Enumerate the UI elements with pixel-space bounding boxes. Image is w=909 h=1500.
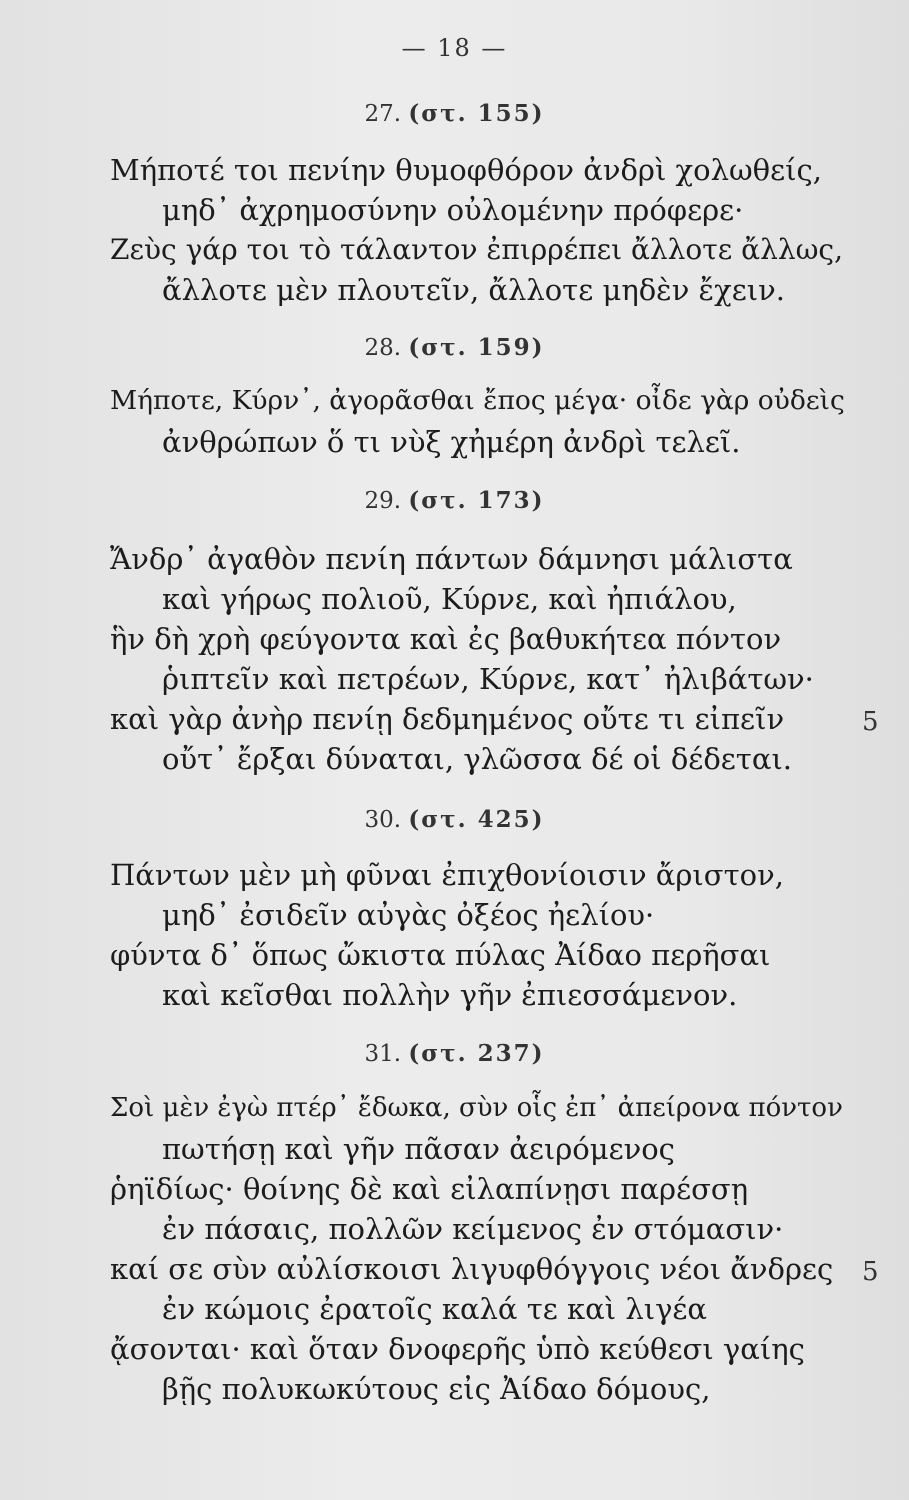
line-number: 5 xyxy=(862,707,879,737)
verse-line: ῥιπτεῖν καὶ πετρέων, Κύρνε, κατ᾽ ἠλιβάτων· xyxy=(162,662,814,696)
poem-heading xyxy=(0,334,909,361)
verse-line: μηδ᾽ ἐσιδεῖν αὐγὰς ὀξέος ἠελίου· xyxy=(162,898,655,932)
verse-line: βῇς πολυκωκύτους εἰς Ἀίδαο δόμους, xyxy=(162,1372,711,1406)
poem-number: 29. xyxy=(364,488,402,514)
verse-reference: (στ. 173) xyxy=(408,487,545,514)
line-number: 5 xyxy=(862,1257,879,1287)
verse-line: Ἄνδρ᾽ ἀγαθὸν πενίη πάντων δάμνησι μάλιστα xyxy=(110,542,793,576)
verse-line: ἐν κώμοις ἐρατοῖς καλά τε καὶ λιγέα xyxy=(162,1292,708,1326)
verse-line: Ζεὺς γάρ τοι τὸ τάλαντον ἐπιρρέπει ἄλλοτε ἄλλως, xyxy=(110,233,843,266)
verse-reference: (στ. 237) xyxy=(408,1040,545,1067)
poem-heading xyxy=(0,487,909,514)
verse-reference: (στ. 159) xyxy=(408,334,545,361)
verse-line: πωτήσῃ καὶ γῆν πᾶσαν ἀειρόμενος xyxy=(162,1132,675,1166)
verse-line: ᾄσονται· καὶ ὅταν δνοφερῆς ὑπὸ κεύθεσι γαίης xyxy=(110,1332,805,1366)
poem-heading xyxy=(0,1040,909,1067)
poem-number: 30. xyxy=(364,807,402,833)
verse-line: Μήποτέ τοι πενίην θυμοφθόρον ἀνδρὶ χολωθείς, xyxy=(110,153,822,187)
verse-reference: (στ. 155) xyxy=(408,100,545,127)
poem-number: 31. xyxy=(364,1041,402,1067)
verse-line: μηδ᾽ ἀχρημοσύνην οὐλομένην πρόφερε· xyxy=(162,193,744,227)
verse-line: καί σε σὺν αὐλίσκοισι λιγυφθόγγοις νέοι ἄνδρες xyxy=(110,1252,834,1286)
verse-line: Πάντων μὲν μὴ φῦναι ἐπιχθονίοισιν ἄριστον, xyxy=(110,858,784,892)
verse-line: ἣν δὴ χρὴ φεύγοντα καὶ ἐς βαθυκήτεα πόντον xyxy=(110,622,782,656)
page-number: — 18 — xyxy=(401,34,508,62)
verse-line: ἐν πάσαις, πολλῶν κείμενος ἐν στόμασιν· xyxy=(162,1212,784,1246)
poem-number: 28. xyxy=(364,335,402,361)
verse-line: Σοὶ μὲν ἐγὼ πτέρ᾽ ἔδωκα, σὺν οἷς ἐπ᾽ ἀπείρονα πόντον xyxy=(110,1093,843,1123)
verse-line: καὶ κεῖσθαι πολλὴν γῆν ἐπιεσσάμενον. xyxy=(162,978,738,1012)
verse-reference: (στ. 425) xyxy=(408,806,545,833)
verse-line: καὶ γὰρ ἀνὴρ πενίῃ δεδμημένος οὔτε τι εἰπεῖν xyxy=(110,702,785,736)
verse-line: φύντα δ᾽ ὅπως ὤκιστα πύλας Ἀίδαο περῆσαι xyxy=(110,938,771,972)
poem-heading xyxy=(0,100,909,127)
verse-line: οὔτ᾽ ἔρξαι δύναται, γλῶσσα δέ οἱ δέδεται. xyxy=(162,742,793,776)
verse-line: ἄλλοτε μὲν πλουτεῖν, ἄλλοτε μηδὲν ἔχειν. xyxy=(162,273,785,307)
verse-line: Μήποτε, Κύρν᾽, ἀγορᾶσθαι ἔπος μέγα· οἶδε γὰρ οὐδεὶς xyxy=(110,385,845,416)
poem-number: 27. xyxy=(364,101,402,127)
verse-line: καὶ γήρως πολιοῦ, Κύρνε, καὶ ἠπιάλου, xyxy=(162,582,737,616)
verse-line: ἀνθρώπων ὅ τι νὺξ χἠμέρη ἀνδρὶ τελεῖ. xyxy=(162,425,741,459)
poem-heading xyxy=(0,806,909,833)
verse-line: ῥηϊδίως· θοίνης δὲ καὶ εἰλαπίνῃσι παρέσσῃ xyxy=(110,1172,749,1206)
